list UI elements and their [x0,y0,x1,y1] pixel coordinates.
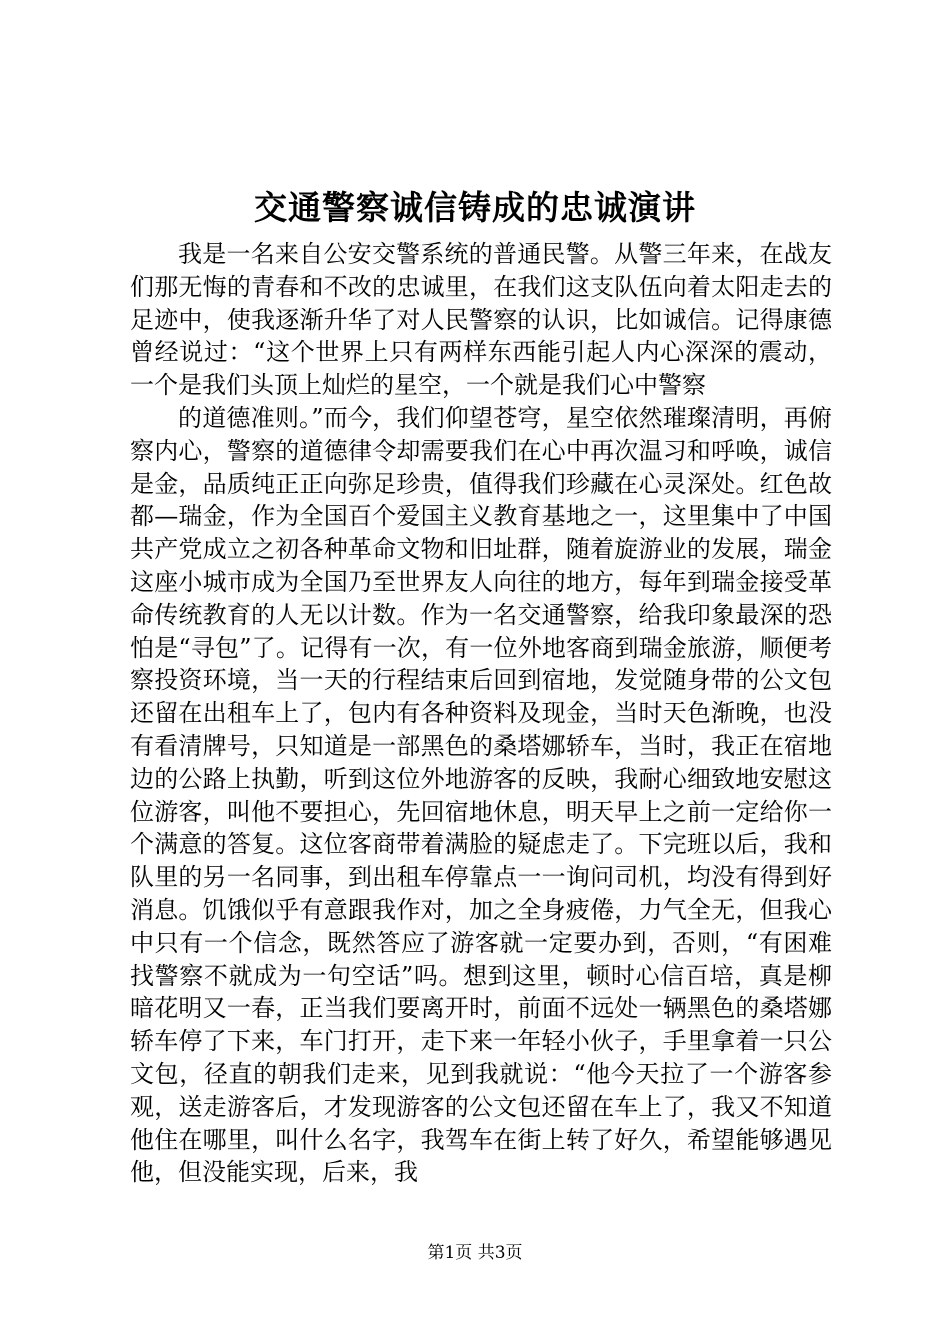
document-title: 交通警察诚信铸成的忠诚演讲 [254,188,696,227]
document-body [130,238,832,1189]
paragraph-2: 的道德准则。”而今，我们仰望苍穹，星空依然璀璨清明，再俯察内心，警察的道德律令却需要我们在心中再次温习和呼唤，诚信是金，品质纯正正向弥足珍贵，值得我们珍藏在心灵深处。红色故都—瑞金，作为全国百个爱国主义教育基地之一，这里集中了中国共产党成立之初各种革命文物和旧址群，随着旋游业的发展，瑞金这座小城市成为全国乃至世界友人向往的地方，每年到瑞金接受革命传统教育的人无以计数。作为一名交通警察，给我印象最深的恐怕是“寻包”了。记得有一次，有一位外地客商到瑞金旅游，顺便考察投资环境，当一天的行程结束后回到宿地，发觉随身带的公文包还留在出租车上了，包内有各种资料及现金，当时天色渐晚，也没有看清牌号，只知道是一部黑色的桑塔娜轿车，当时，我正在宿地边的公路上执勤，听到这位外地游客的反映，我耐心细致地安慰这位游客，叫他不要担心，先回宿地休息，明天早上之前一定给你一个满意的答复。这位客商带着满脸的疑虑走了。下完班以后，我和队里的另一名同事，到出租车停靠点一一询问司机，均没有得到好消息。饥饿似乎有意跟我作对，加之全身疲倦，力气全无，但我心中只有一个信念，既然答应了游客就一定要办到，否则，“有困难找警察不就成为一句空话”吗。想到这里，顿时心信百培，真是柳暗花明又一春，正当我们要离开时，前面不远处一辆黑色的桑塔娜轿车停了下来，车门打开，走下来一年轻小伙子，手里拿着一只公文包，径直的朝我们走来，见到我就说：“他今天拉了一个游客参观，送走游客后，才发现游客的公文包还留在车上了，我又不知道他住在哪里，叫什么名字，我驾车在街上转了好久，希望能够遇见他，但没能实现，后来，我 [130,403,832,1187]
paragraph-1: 我是一名来自公安交警系统的普通民警。从警三年来，在战友们那无悔的青春和不改的忠诚里，在我们这支队伍向着太阳走去的足迹中，使我逐渐升华了对人民警察的认识，比如诚信。记得康德曾经说过：“这个世界上只有两样东西能引起人内心深深的震动，一个是我们头顶上灿烂的星空，一个就是我们心中警察 [130,240,832,400]
page-footer: 第1页 共3页 [427,1243,523,1263]
